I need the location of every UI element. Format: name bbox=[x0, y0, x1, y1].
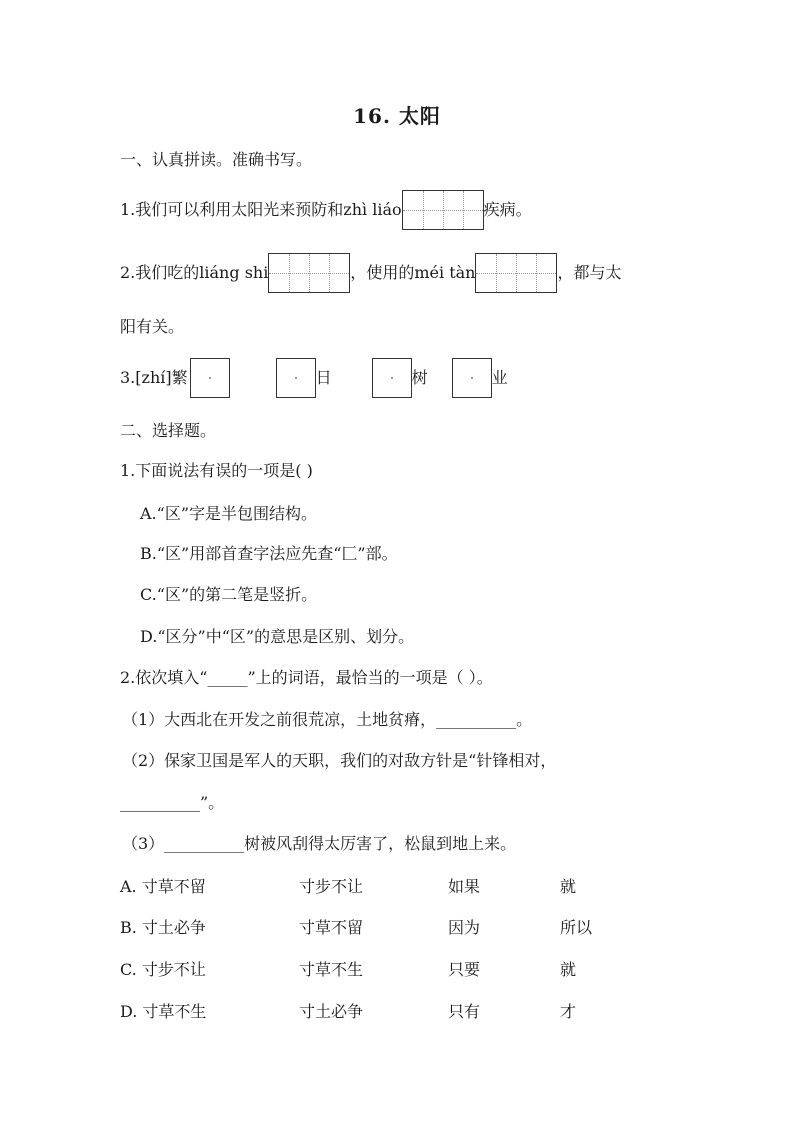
q2-pinyin-1: liáng shi bbox=[199, 263, 269, 282]
choice-d-3: 只有 bbox=[448, 1002, 481, 1021]
q2-mid: ，使用的 bbox=[350, 263, 415, 282]
choice-d-4: 才 bbox=[560, 1002, 577, 1021]
choice-c-2: 寸草不生 bbox=[299, 960, 364, 979]
sentence-2a: （2）保家卫国是军人的天职，我们的对敌方针是“针锋相对， bbox=[122, 751, 557, 770]
sentence-3: （3）__________树被风刮得太厉害了，松鼠到地上来。 bbox=[122, 834, 517, 853]
option-a: A.“区”字是半包围结构。 bbox=[140, 504, 318, 523]
q3-answer-box-4[interactable] bbox=[452, 358, 492, 398]
choice-c-1: C. 寸步不让 bbox=[120, 960, 206, 979]
choice-b-1: B. 寸土必争 bbox=[120, 918, 206, 937]
q3-answer-box-1[interactable] bbox=[190, 358, 230, 398]
question-1-1 bbox=[120, 190, 532, 230]
sentence-2b: __________”。 bbox=[120, 793, 225, 812]
q1-pinyin: zhì liáo bbox=[343, 200, 402, 219]
q3-prefix: 3.[zhí] bbox=[120, 368, 172, 387]
choice-a-3: 如果 bbox=[448, 877, 481, 896]
q1-prefix: 1.我们可以利用太阳光来预防和 bbox=[120, 200, 344, 219]
choice-a-4: 就 bbox=[560, 877, 577, 896]
q3-word-2: 日 bbox=[315, 368, 332, 387]
q2-pinyin-2: méi tàn bbox=[414, 263, 476, 282]
choice-c-3: 只要 bbox=[448, 960, 481, 979]
option-c: C.“区”的第二笔是竖折。 bbox=[140, 585, 318, 604]
choice-a-2: 寸步不让 bbox=[299, 877, 364, 896]
section-2-heading: 二、选择题。 bbox=[120, 421, 217, 440]
choice-a-1: A. 寸草不留 bbox=[120, 877, 206, 896]
q2-answer-grid-1[interactable] bbox=[268, 253, 350, 293]
choice-d-1: D. 寸草不生 bbox=[120, 1002, 207, 1021]
question-2-2-stem: 2.依次填入“_____”上的词语，最恰当的一项是（ ）。 bbox=[120, 668, 493, 687]
q3-answer-box-3[interactable] bbox=[372, 358, 412, 398]
page-title: 16. 太阳 bbox=[353, 104, 441, 128]
q2-answer-grid-2[interactable] bbox=[475, 253, 557, 293]
q2-prefix: 2.我们吃的 bbox=[120, 263, 200, 282]
q1-answer-grid[interactable] bbox=[402, 190, 484, 230]
question-1-2 bbox=[120, 253, 621, 293]
choice-b-2: 寸草不留 bbox=[299, 918, 364, 937]
choice-c-4: 就 bbox=[560, 960, 577, 979]
question-2-1-stem: 1.下面说法有误的一项是( ) bbox=[120, 461, 313, 480]
q3-answer-box-2[interactable] bbox=[276, 358, 316, 398]
q3-word-3: 树 bbox=[411, 368, 428, 387]
choice-b-3: 因为 bbox=[448, 918, 481, 937]
section-1-heading: 一、认真拼读。准确书写。 bbox=[120, 150, 313, 169]
option-d: D.“区分”中“区”的意思是区别、划分。 bbox=[140, 627, 415, 646]
q1-suffix: 疾病。 bbox=[483, 200, 532, 219]
q2-suffix: ，都与太 bbox=[557, 263, 622, 282]
option-b: B.“区”用部首查字法应先查“匚”部。 bbox=[140, 544, 398, 563]
q3-word-1: 繁 bbox=[171, 368, 188, 387]
q2-line-2: 阳有关。 bbox=[120, 317, 185, 336]
choice-d-2: 寸土必争 bbox=[299, 1002, 364, 1021]
choice-b-4: 所以 bbox=[560, 918, 593, 937]
sentence-1: （1）大西北在开发之前很荒凉，土地贫瘠，__________。 bbox=[122, 710, 533, 729]
q3-word-4: 业 bbox=[491, 368, 508, 387]
question-1-3 bbox=[120, 358, 508, 398]
